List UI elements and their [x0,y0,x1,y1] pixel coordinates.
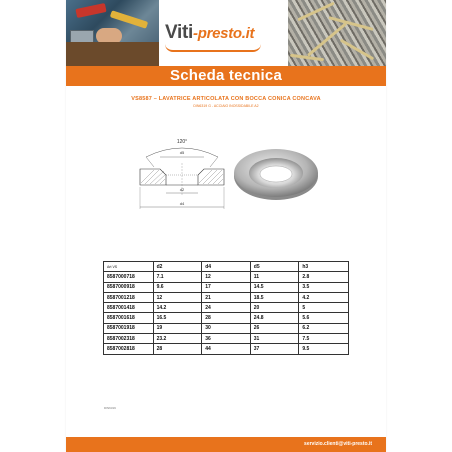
viti-presto-logo: Viti-presto.it [165,22,255,43]
datasheet-page [66,0,386,452]
table-row [104,292,349,302]
table-cell: 24.8 [250,313,299,323]
d2-label: d2 [179,187,185,192]
document-code: DIN6319 [104,406,116,410]
table-row [104,272,349,282]
header-cell-d2: d2 [153,262,202,272]
table-cell: 7.1 [153,272,202,282]
table-row [104,303,349,313]
table-cell: 12 [202,272,251,282]
table-cell: 44 [202,344,251,354]
table-row [104,323,349,333]
header [66,0,386,66]
table-cell: 19 [153,323,202,333]
table-cell: 8587001618 [104,313,154,323]
table-cell: 16.5 [153,313,202,323]
table-cell: 8587001918 [104,323,154,333]
logo-swoosh [165,44,261,52]
table-cell: 2.8 [299,272,349,282]
header-photo-tools [66,0,159,66]
table-cell: 12 [153,292,202,302]
table-cell: 18.5 [250,292,299,302]
specs-table [103,261,349,355]
header-cell-art: Art VS [104,262,154,272]
table-header-row [104,262,349,272]
table-cell: 11 [250,272,299,282]
logo-area [159,0,288,66]
table-cell: 7.5 [299,334,349,344]
table-cell: 14.2 [153,303,202,313]
product-title: VS8587 – LAVATRICE ARTICOLATA CON BOCCA CONICA CONCAVA [131,96,321,102]
table-cell: 8587002318 [104,334,154,344]
table-cell: 30 [202,323,251,333]
table-row [104,282,349,292]
header-cell-d5: d5 [250,262,299,272]
angle-label: 120° [176,139,188,145]
table-cell: 9.6 [153,282,202,292]
table-cell: 36 [202,334,251,344]
table-cell: 8587001218 [104,292,154,302]
washer-photo [226,145,326,201]
table-cell: 6.2 [299,323,349,333]
table-row [104,344,349,354]
table-cell: 14.5 [250,282,299,292]
table-row [104,313,349,323]
contact-email[interactable]: servizio.clienti@viti-presto.it [304,441,372,447]
section-band: Scheda tecnica [66,66,386,86]
header-cell-h3: h3 [299,262,349,272]
table-cell: 8587001418 [104,303,154,313]
table-cell: 3.5 [299,282,349,292]
table-cell: 4.2 [299,292,349,302]
table-cell: 28 [202,313,251,323]
technical-drawing [132,133,232,213]
table-cell: 5.6 [299,313,349,323]
table-cell: 37 [250,344,299,354]
product-subtitle: DIN6319 G - ACCIAIO INOSSIDABILE A2 [193,104,259,108]
table-cell: 17 [202,282,251,292]
table-cell: 21 [202,292,251,302]
table-cell: 24 [202,303,251,313]
table-cell: 8587002818 [104,344,154,354]
header-cell-d4: d4 [202,262,251,272]
header-photo-screws [288,0,386,66]
table-cell: 31 [250,334,299,344]
d5-label: d5 [179,150,185,155]
table-cell: 9.5 [299,344,349,354]
table-cell: 8587000718 [104,272,154,282]
table-cell: 23.2 [153,334,202,344]
table-cell: 5 [299,303,349,313]
table-cell: 8587000918 [104,282,154,292]
table-row [104,334,349,344]
d4-label: d4 [179,201,185,206]
table-cell: 20 [250,303,299,313]
footer-band [66,437,386,452]
table-cell: 26 [250,323,299,333]
table-cell: 28 [153,344,202,354]
